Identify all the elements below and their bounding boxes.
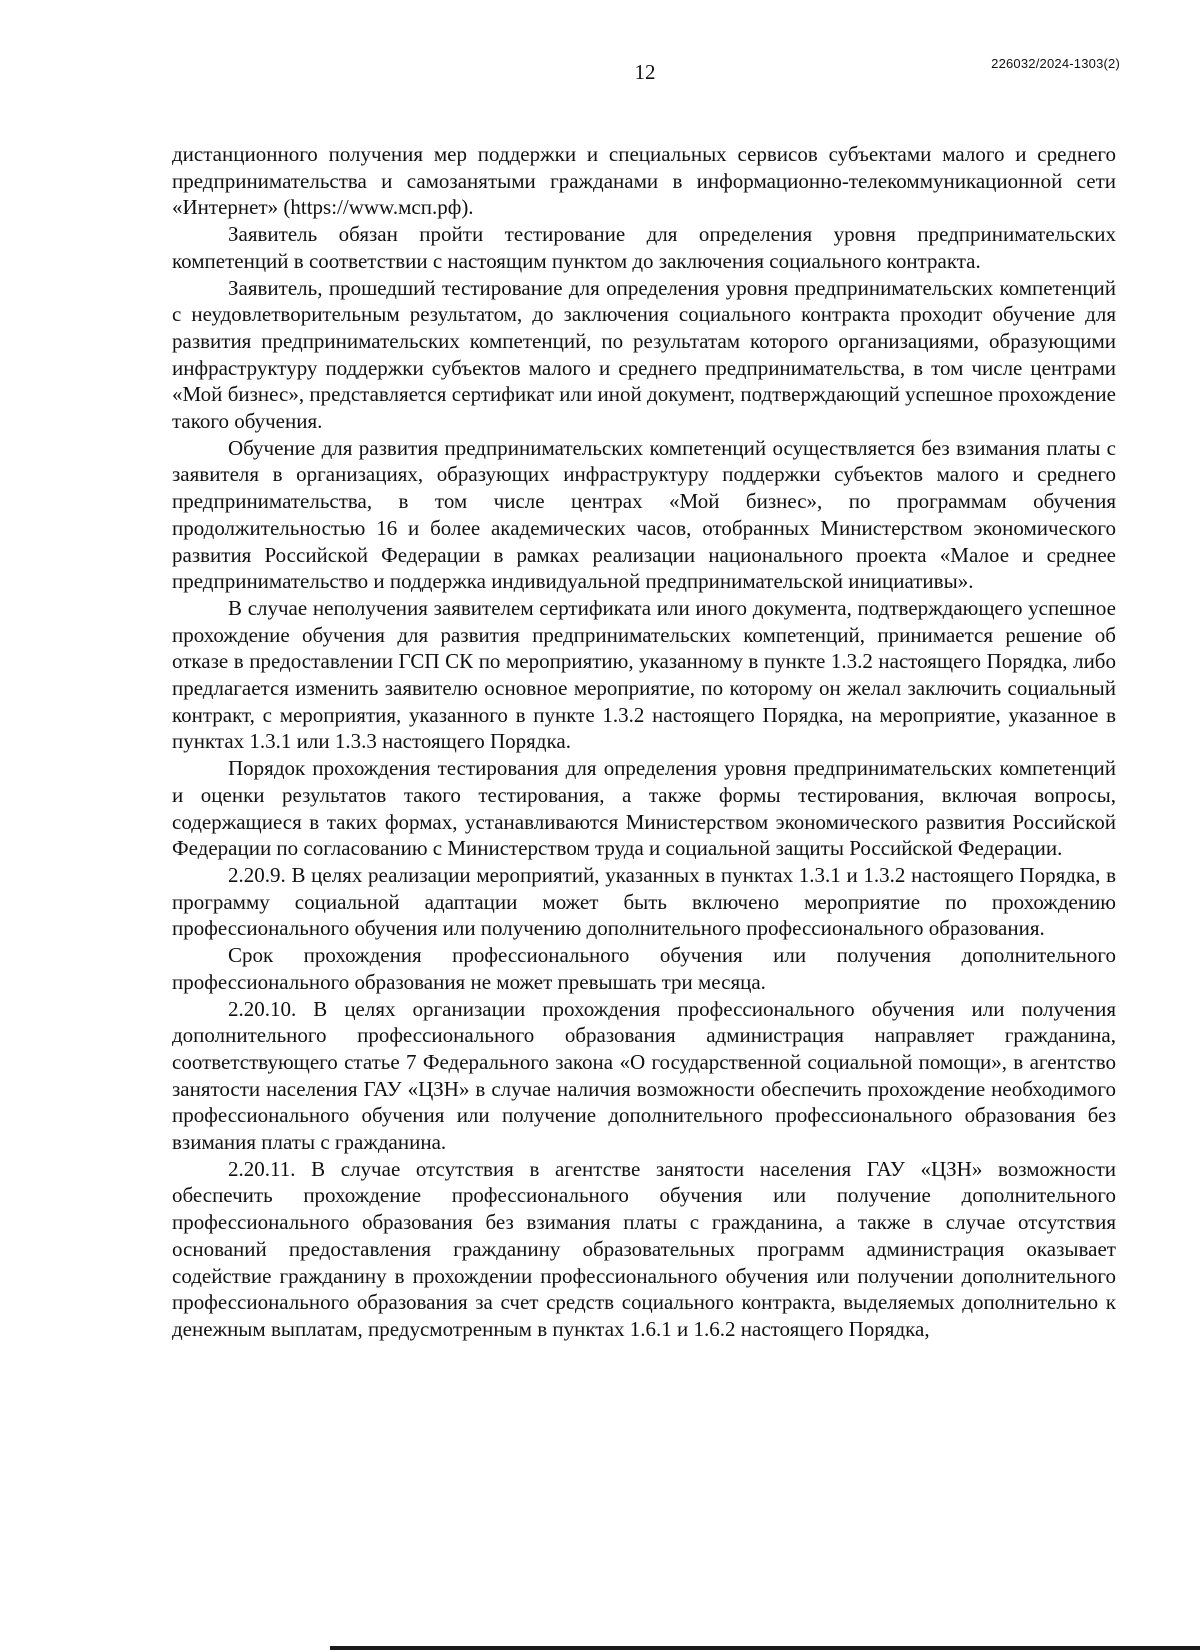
paragraph: Заявитель, прошедший тестирование для определения уровня предпринимательских компетенций с неудовлетворительным результатом, до заключения социального контракта проходит обучение для развития предпринимательских компетенций, по результатам которого организациями, образующими инфраструктуру поддержки субъектов малого и среднего предпринимательства, в том числе центрами «Мой бизнес», представляется сертификат или иной документ, подтверждающий успешное прохождение такого обучения. — [172, 275, 1116, 434]
clause-2-20-11: 2.20.11. В случае отсутствия в агентстве занятости населения ГАУ «ЦЗН» возможности обеспечить прохождение профессионального обучения или получение дополнительного профессионального образования без взимания платы с гражданина, а также в случае отсутствия оснований предоставления гражданину образовательных программ администрация оказывает содействие гражданину в прохождении профессионального обучения или получении дополнительного профессионального образования за счет средств социального контракта, выделяемых дополнительно к денежным выплатам, предусмотренным в пунктах 1.6.1 и 1.6.2 настоящего Порядка, — [172, 1156, 1116, 1341]
paragraph-continuation: дистанционного получения мер поддержки и специальных сервисов субъектами малого и среднего предпринимательства и самозанятыми гражданами в информационно-телекоммуникационной сети «Интернет» (https://www.мсп.рф). — [172, 142, 1116, 220]
document-body — [172, 141, 1116, 1343]
paragraph: Срок прохождения профессионального обучения или получения дополнительного профессионального образования не может превышать три месяца. — [172, 943, 1116, 994]
paragraph: Заявитель обязан пройти тестирование для определения уровня предпринимательских компетенций в соответствии с настоящим пунктом до заключения социального контракта. — [172, 222, 1116, 273]
clause-2-20-10: 2.20.10. В целях организации прохождения профессионального обучения или получения дополнительного профессионального образования администрация направляет гражданина, соответствующего статье 7 Федерального закона «О государственной социальной помощи», в агентство занятости населения ГАУ «ЦЗН» в случае наличия возможности обеспечить прохождение необходимого профессионального обучения или получение дополнительного профессионального образования без взимания платы с гражданина. — [172, 996, 1116, 1155]
paragraph: Порядок прохождения тестирования для определения уровня предпринимательских компетенций и оценки результатов такого тестирования, а также формы тестирования, включая вопросы, содержащиеся в таких формах, устанавливаются Министерством экономического развития Российской Федерации по согласованию с Министерством труда и социальной защиты Российской Федерации. — [172, 756, 1116, 861]
scan-edge-line — [330, 1646, 1200, 1650]
page-number: 12 — [634, 60, 656, 84]
clause-2-20-9: 2.20.9. В целях реализации мероприятий, указанных в пунктах 1.3.1 и 1.3.2 настоящего Порядка, в программу социальной адаптации может быть включено мероприятие по прохождению профессионального обучения или получению дополнительного профессионального образования. — [172, 862, 1116, 941]
paragraph: Обучение для развития предпринимательских компетенций осуществляется без взимания платы с заявителя в организациях, образующих инфраструктуру поддержки субъектов малого и среднего предпринимательства, в том числе центрах «Мой бизнес», по программам обучения продолжительностью 16 и более академических часов, отобранных Министерством экономического развития Российской Федерации в рамках реализации национального проекта «Малое и среднее предпринимательство и поддержка индивидуальной предпринимательской инициативы». — [172, 435, 1116, 594]
document-code: 226032/2024-1303(2) — [991, 56, 1120, 71]
paragraph: В случае неполучения заявителем сертификата или иного документа, подтверждающего успешное прохождение обучения для развития предпринимательских компетенций, принимается решение об отказе в предоставлении ГСП СК по мероприятию, указанному в пункте 1.3.2 настоящего Порядка, либо предлагается изменить заявителю основное мероприятие, по которому он желал заключить социальный контракт, с мероприятия, указанного в пункте 1.3.2 настоящего Порядка, на мероприятие, указанное в пунктах 1.3.1 или 1.3.3 настоящего Порядка. — [172, 595, 1116, 754]
